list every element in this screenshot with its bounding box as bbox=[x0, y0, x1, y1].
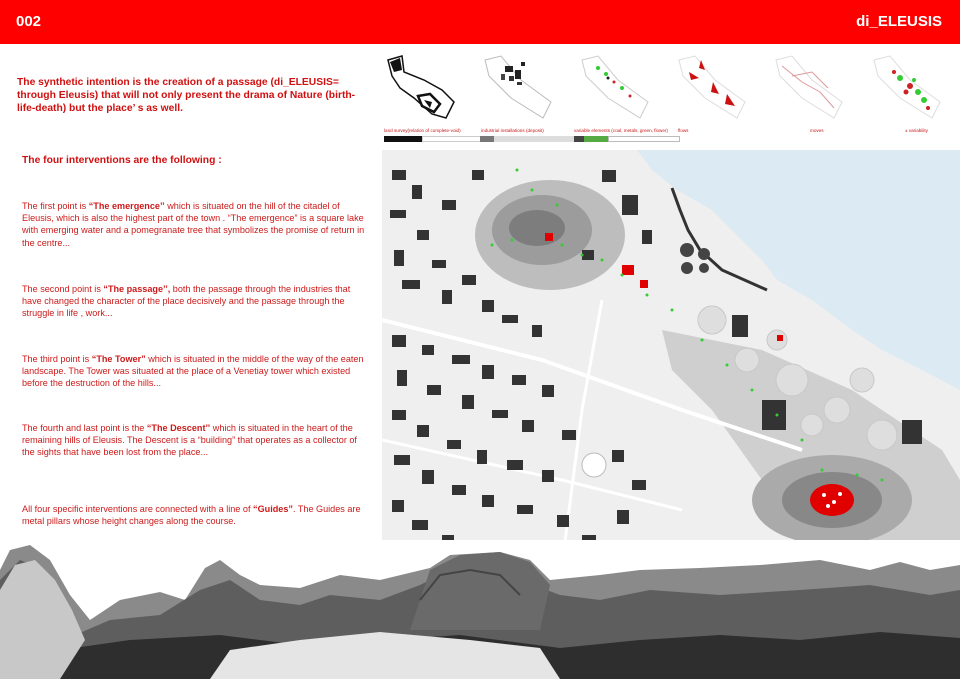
legend-bar-green bbox=[584, 136, 608, 142]
emergence-mark bbox=[545, 233, 553, 241]
legend-bar-light bbox=[494, 136, 574, 142]
site-plan-drawing bbox=[382, 150, 960, 565]
legend-label-moves: moves bbox=[810, 128, 824, 133]
analysis-legend-strip bbox=[382, 48, 960, 148]
paragraph-descent: The fourth and last point is the “The Descent’’ which is situated in the heart of the remaining hills of Eleusis. The Descent is a “building” that operates as a collector of the sights that have been lost from the place... bbox=[22, 423, 357, 458]
site-plan-map bbox=[382, 150, 960, 565]
legend-label-land-survey: land survey(relation of complete-void) bbox=[384, 128, 461, 133]
legend-bar-black bbox=[384, 136, 422, 142]
paragraph-tower: The third point is “The Tower” which is situated in the middle of the way of the eaten landscape. The Tower was situated at the place of a Venetiay tower which existed before the destruction of the hills... bbox=[22, 354, 364, 389]
descent-mark bbox=[810, 484, 854, 516]
moves-diagram bbox=[772, 52, 852, 124]
interventions-heading: The four interventions are the following : bbox=[22, 155, 222, 166]
legend-label-flows: flows bbox=[678, 128, 689, 133]
variable-elements-diagram bbox=[578, 52, 658, 124]
legend-label-variable: variable elements (coal, metals, green, flower) bbox=[574, 128, 668, 133]
industrial-diagram bbox=[481, 52, 561, 124]
project-title: di_ELEUSIS bbox=[856, 13, 942, 30]
intro-text: The synthetic intention is the creation of a passage (di_ELEUSIS= through Eleusis) that will not only present the drama of Nature (birth-life-death) but the place’ s as well. bbox=[17, 77, 356, 114]
passage-mark bbox=[622, 265, 634, 275]
tower-mark bbox=[777, 335, 783, 341]
legend-label-variability: ± variability bbox=[905, 128, 928, 133]
legend-bar-outline bbox=[608, 136, 680, 142]
paragraph-emergence: The first point is “The emergence’’ which is situated on the hill of the citadel of Eleusis, which is also the highest part of the town . “The emergence” is a square lake with emerging water and a pomegranate tree that symbolizes the promise of return in the centre... bbox=[22, 201, 365, 248]
flows-diagram bbox=[675, 52, 755, 124]
paragraph-passage: The second point is “The passage’’, both the passage through the industries that have changed the character of the place decisively and the passage through the struggle in life , work... bbox=[22, 284, 351, 319]
landscape-photo bbox=[0, 540, 960, 679]
header-bar bbox=[0, 0, 960, 44]
legend-label-industrial: industrial installations (deposit) bbox=[481, 128, 544, 133]
sheet-number: 002 bbox=[16, 13, 42, 30]
legend-bar-grey bbox=[480, 136, 494, 142]
legend-bar-white bbox=[422, 136, 482, 142]
paragraph-guides: All four specific interventions are connected with a line of “Guides”. The Guides are metal pillars whose height changes along the course. bbox=[22, 504, 361, 527]
land-survey-diagram bbox=[384, 52, 464, 124]
variability-diagram bbox=[870, 52, 950, 124]
legend-bar-dark bbox=[574, 136, 584, 142]
